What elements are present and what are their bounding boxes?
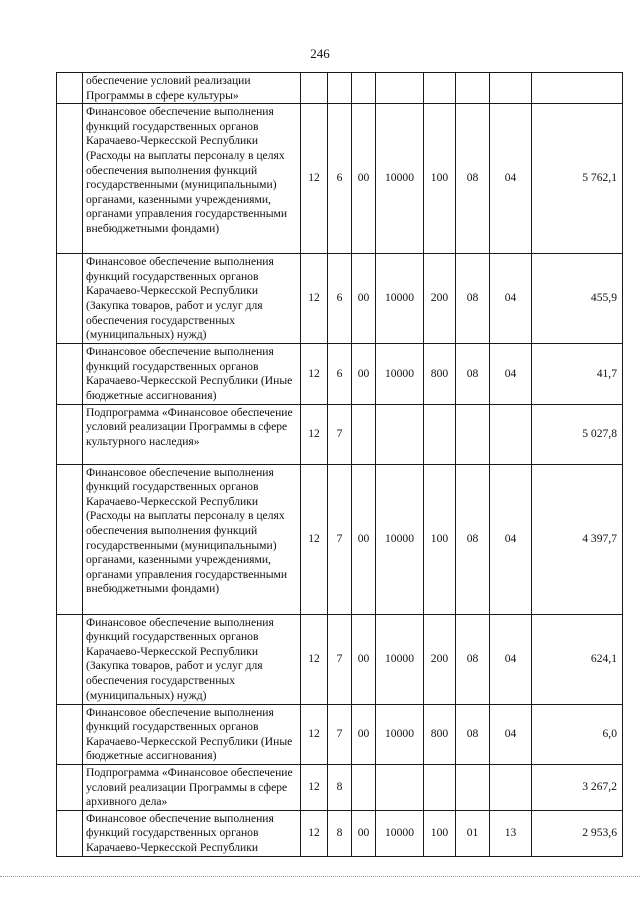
code-cell: 6: [328, 344, 352, 404]
budget-table: [56, 72, 623, 857]
code-cell: [328, 73, 352, 104]
code-cell: 12: [301, 704, 328, 764]
code-cell: 12: [301, 464, 328, 614]
name-cell: Финансовое обеспечение выполнения функций государственных органов Карачаево-Черкесской Республики (Закупка товаров, работ и услуг для обеспечения государственных (муниципальных) нужд): [83, 614, 301, 704]
name-cell: Финансовое обеспечение выполнения функций государственных органов Карачаево-Черкесской Республики (Закупка товаров, работ и услуг для обеспечения государственных (муниципальных) нужд): [83, 254, 301, 344]
index-cell: [57, 254, 83, 344]
code-cell: [456, 73, 490, 104]
index-cell: [57, 810, 83, 856]
code-cell: 100: [424, 464, 456, 614]
code-cell: 800: [424, 704, 456, 764]
code-cell: 08: [456, 464, 490, 614]
code-cell: [301, 73, 328, 104]
code-cell: 08: [456, 704, 490, 764]
amount-cell: 6,0: [532, 704, 623, 764]
code-cell: 200: [424, 614, 456, 704]
amount-cell: 5 762,1: [532, 104, 623, 254]
code-cell: [490, 73, 532, 104]
code-cell: 10000: [376, 254, 424, 344]
index-cell: [57, 764, 83, 810]
scan-divider: [0, 876, 640, 877]
code-cell: [490, 404, 532, 464]
code-cell: 12: [301, 104, 328, 254]
code-cell: 800: [424, 344, 456, 404]
amount-cell: 3 267,2: [532, 764, 623, 810]
code-cell: 6: [328, 254, 352, 344]
code-cell: [424, 764, 456, 810]
table-row: [57, 104, 623, 254]
code-cell: 8: [328, 810, 352, 856]
table-row: [57, 464, 623, 614]
code-cell: 00: [352, 464, 376, 614]
code-cell: 7: [328, 464, 352, 614]
index-cell: [57, 704, 83, 764]
code-cell: 00: [352, 704, 376, 764]
table-row: [57, 704, 623, 764]
code-cell: 10000: [376, 810, 424, 856]
index-cell: [57, 404, 83, 464]
code-cell: 7: [328, 404, 352, 464]
name-cell: Подпрограмма «Финансовое обеспечение условий реализации Программы в сфере архивного дела»: [83, 764, 301, 810]
code-cell: 00: [352, 104, 376, 254]
code-cell: 12: [301, 614, 328, 704]
code-cell: 08: [456, 254, 490, 344]
code-cell: 10000: [376, 704, 424, 764]
code-cell: [424, 404, 456, 464]
code-cell: 6: [328, 104, 352, 254]
code-cell: 04: [490, 614, 532, 704]
code-cell: [456, 404, 490, 464]
code-cell: 04: [490, 464, 532, 614]
page-number: 246: [310, 46, 330, 61]
code-cell: 04: [490, 254, 532, 344]
code-cell: 100: [424, 810, 456, 856]
index-cell: [57, 614, 83, 704]
code-cell: 04: [490, 704, 532, 764]
code-cell: 00: [352, 344, 376, 404]
code-cell: 12: [301, 810, 328, 856]
table-row: [57, 764, 623, 810]
code-cell: 10000: [376, 104, 424, 254]
code-cell: [352, 404, 376, 464]
code-cell: 12: [301, 764, 328, 810]
code-cell: [376, 73, 424, 104]
code-cell: [456, 764, 490, 810]
amount-cell: 455,9: [532, 254, 623, 344]
code-cell: 08: [456, 614, 490, 704]
amount-cell: 5 027,8: [532, 404, 623, 464]
name-cell: Финансовое обеспечение выполнения функций государственных органов Карачаево-Черкесской Республики (Иные бюджетные ассигнования): [83, 344, 301, 404]
code-cell: 8: [328, 764, 352, 810]
code-cell: 08: [456, 344, 490, 404]
code-cell: 12: [301, 404, 328, 464]
index-cell: [57, 104, 83, 254]
code-cell: 12: [301, 254, 328, 344]
index-cell: [57, 73, 83, 104]
table-row: [57, 73, 623, 104]
amount-cell: 4 397,7: [532, 464, 623, 614]
code-cell: 100: [424, 104, 456, 254]
code-cell: 10000: [376, 344, 424, 404]
name-cell: Финансовое обеспечение выполнения функций государственных органов Карачаево-Черкесской Республики (Расходы на выплаты персоналу в целях обеспечения выполнения функций государственными (муниципальными) органами, казенными учреждениями, органами управления государственными внебюджетными фондами): [83, 464, 301, 614]
amount-cell: 624,1: [532, 614, 623, 704]
table-row: [57, 344, 623, 404]
name-cell: Финансовое обеспечение выполнения функций государственных органов Карачаево-Черкесской Республики: [83, 810, 301, 856]
table-row: [57, 254, 623, 344]
amount-cell: [532, 73, 623, 104]
code-cell: [376, 404, 424, 464]
code-cell: [490, 764, 532, 810]
amount-cell: 2 953,6: [532, 810, 623, 856]
name-cell: Финансовое обеспечение выполнения функций государственных органов Карачаево-Черкесской Республики (Иные бюджетные ассигнования): [83, 704, 301, 764]
code-cell: [424, 73, 456, 104]
code-cell: 7: [328, 704, 352, 764]
code-cell: 00: [352, 254, 376, 344]
name-cell: Финансовое обеспечение выполнения функций государственных органов Карачаево-Черкесской Республики (Расходы на выплаты персоналу в целях обеспечения выполнения функций государственными (муниципальными) органами, казенными учреждениями, органами управления государственными внебюджетными фондами): [83, 104, 301, 254]
code-cell: 10000: [376, 464, 424, 614]
name-cell: обеспечение условий реализации Программы в сфере культуры»: [83, 73, 301, 104]
index-cell: [57, 344, 83, 404]
code-cell: 13: [490, 810, 532, 856]
code-cell: 7: [328, 614, 352, 704]
code-cell: 00: [352, 614, 376, 704]
code-cell: 08: [456, 104, 490, 254]
code-cell: 01: [456, 810, 490, 856]
code-cell: [376, 764, 424, 810]
table-row: [57, 404, 623, 464]
amount-cell: 41,7: [532, 344, 623, 404]
code-cell: 00: [352, 810, 376, 856]
code-cell: [352, 764, 376, 810]
code-cell: 04: [490, 104, 532, 254]
index-cell: [57, 464, 83, 614]
name-cell: Подпрограмма «Финансовое обеспечение условий реализации Программы в сфере культурного наследия»: [83, 404, 301, 464]
code-cell: [352, 73, 376, 104]
code-cell: 12: [301, 344, 328, 404]
code-cell: 200: [424, 254, 456, 344]
table-row: [57, 810, 623, 856]
table-row: [57, 614, 623, 704]
code-cell: 04: [490, 344, 532, 404]
code-cell: 10000: [376, 614, 424, 704]
